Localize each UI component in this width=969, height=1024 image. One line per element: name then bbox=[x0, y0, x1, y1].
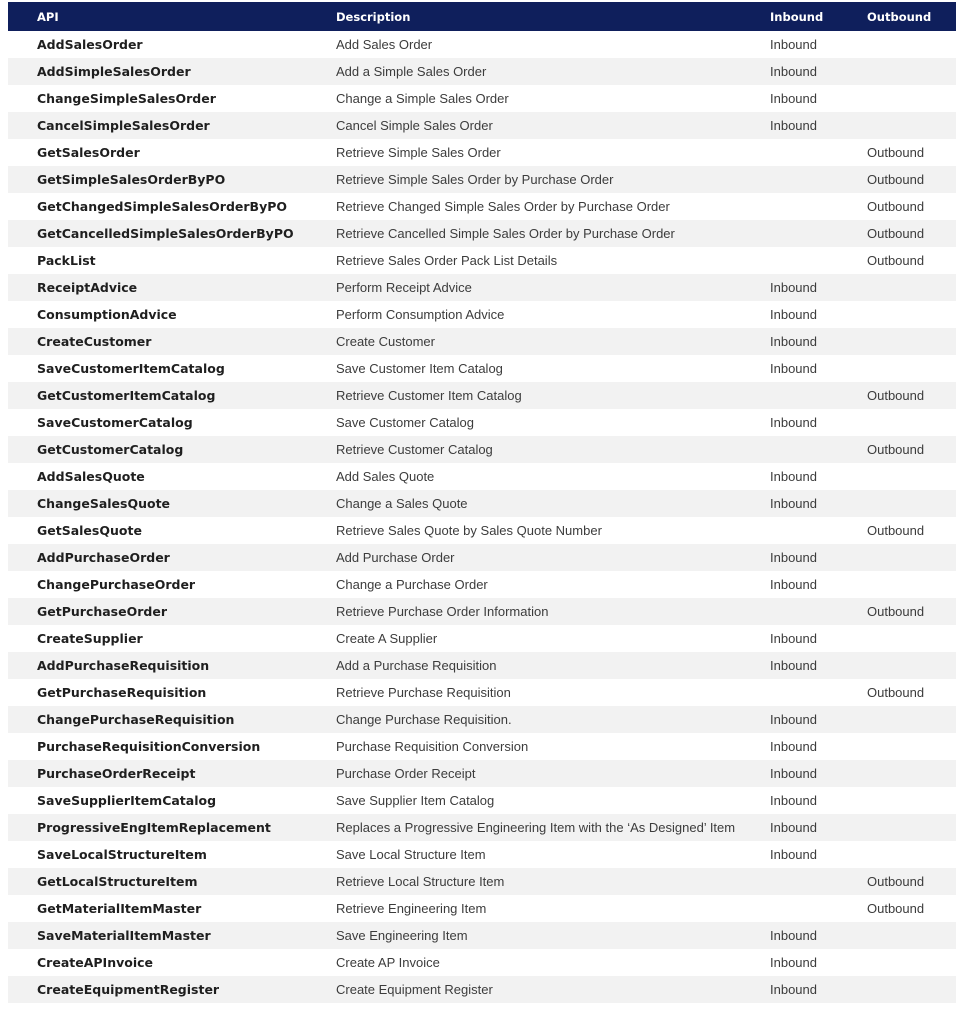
description-cell: Create Customer bbox=[336, 334, 435, 349]
table-row bbox=[8, 652, 956, 679]
table-row bbox=[8, 58, 956, 85]
description-cell: Save Local Structure Item bbox=[336, 847, 486, 862]
table-row bbox=[8, 193, 956, 220]
description-cell: Retrieve Simple Sales Order bbox=[336, 145, 501, 160]
inbound-cell bbox=[740, 247, 837, 274]
inbound-cell bbox=[740, 382, 837, 409]
outbound-cell bbox=[837, 706, 956, 733]
inbound-cell: Inbound bbox=[770, 847, 817, 862]
api-name-cell: SaveCustomerCatalog bbox=[37, 415, 193, 430]
table-row bbox=[8, 220, 956, 247]
inbound-cell: Inbound bbox=[770, 307, 817, 322]
api-name-cell: GetCancelledSimpleSalesOrderByPO bbox=[37, 226, 294, 241]
description-cell: Retrieve Sales Quote by Sales Quote Number bbox=[336, 523, 602, 538]
column-header-api: API bbox=[37, 9, 59, 24]
description-cell: Retrieve Cancelled Simple Sales Order by Purchase Order bbox=[336, 226, 675, 241]
description-cell: Save Engineering Item bbox=[336, 928, 468, 943]
inbound-cell: Inbound bbox=[770, 928, 817, 943]
outbound-cell bbox=[837, 922, 956, 949]
outbound-cell: Outbound bbox=[867, 145, 925, 160]
outbound-cell: Outbound bbox=[867, 226, 925, 241]
description-cell: Retrieve Simple Sales Order by Purchase Order bbox=[336, 172, 614, 187]
column-header-outbound: Outbound bbox=[867, 9, 932, 24]
table-row bbox=[8, 31, 956, 58]
outbound-cell bbox=[837, 58, 956, 85]
table-row bbox=[8, 895, 956, 922]
table-row bbox=[8, 922, 956, 949]
description-cell: Add Sales Order bbox=[336, 37, 433, 52]
outbound-cell bbox=[837, 463, 956, 490]
api-name-cell: GetSalesOrder bbox=[37, 145, 140, 160]
inbound-cell: Inbound bbox=[770, 118, 817, 133]
api-table bbox=[8, 2, 956, 1003]
description-cell: Create Equipment Register bbox=[336, 982, 493, 997]
api-name-cell: ChangePurchaseRequisition bbox=[37, 712, 235, 727]
outbound-cell: Outbound bbox=[867, 874, 925, 889]
api-name-cell: GetPurchaseRequisition bbox=[37, 685, 207, 700]
api-name-cell: GetPurchaseOrder bbox=[37, 604, 167, 619]
description-cell: Retrieve Changed Simple Sales Order by Purchase Order bbox=[336, 199, 670, 214]
inbound-cell: Inbound bbox=[770, 820, 817, 835]
inbound-cell bbox=[740, 139, 837, 166]
outbound-cell: Outbound bbox=[867, 523, 925, 538]
table-row bbox=[8, 463, 956, 490]
api-name-cell: GetSimpleSalesOrderByPO bbox=[37, 172, 226, 187]
inbound-cell: Inbound bbox=[770, 496, 817, 511]
inbound-cell: Inbound bbox=[770, 37, 817, 52]
inbound-cell bbox=[740, 436, 837, 463]
table-body bbox=[8, 31, 956, 1003]
api-name-cell: PackList bbox=[37, 253, 96, 268]
description-cell: Retrieve Customer Item Catalog bbox=[336, 388, 522, 403]
outbound-cell: Outbound bbox=[867, 172, 925, 187]
api-name-cell: SaveSupplierItemCatalog bbox=[37, 793, 217, 808]
inbound-cell: Inbound bbox=[770, 280, 817, 295]
api-name-cell: ReceiptAdvice bbox=[37, 280, 138, 295]
table-row bbox=[8, 841, 956, 868]
outbound-cell bbox=[837, 760, 956, 787]
outbound-cell: Outbound bbox=[867, 388, 925, 403]
table-row bbox=[8, 166, 956, 193]
outbound-cell bbox=[837, 571, 956, 598]
description-cell: Retrieve Purchase Requisition bbox=[336, 685, 511, 700]
description-cell: Retrieve Local Structure Item bbox=[336, 874, 505, 889]
table-row bbox=[8, 679, 956, 706]
table-row bbox=[8, 517, 956, 544]
inbound-cell: Inbound bbox=[770, 766, 817, 781]
api-name-cell: PurchaseOrderReceipt bbox=[37, 766, 196, 781]
outbound-cell: Outbound bbox=[867, 442, 925, 457]
inbound-cell bbox=[740, 895, 837, 922]
description-cell: Change a Sales Quote bbox=[336, 496, 468, 511]
api-name-cell: CreateAPInvoice bbox=[37, 955, 153, 970]
table-row bbox=[8, 112, 956, 139]
outbound-cell bbox=[837, 652, 956, 679]
api-name-cell: SaveCustomerItemCatalog bbox=[37, 361, 225, 376]
inbound-cell bbox=[740, 220, 837, 247]
description-cell: Change Purchase Requisition. bbox=[336, 712, 512, 727]
table-row bbox=[8, 976, 956, 1003]
description-cell: Change a Simple Sales Order bbox=[336, 91, 509, 106]
table-row bbox=[8, 139, 956, 166]
outbound-cell bbox=[837, 814, 956, 841]
outbound-cell bbox=[837, 625, 956, 652]
description-cell: Create AP Invoice bbox=[336, 955, 440, 970]
inbound-cell: Inbound bbox=[770, 550, 817, 565]
api-name-cell: GetMaterialItemMaster bbox=[37, 901, 202, 916]
outbound-cell bbox=[837, 976, 956, 1003]
table-row bbox=[8, 544, 956, 571]
table-row bbox=[8, 868, 956, 895]
table-row bbox=[8, 949, 956, 976]
table-row bbox=[8, 760, 956, 787]
api-name-cell: CreateSupplier bbox=[37, 631, 143, 646]
outbound-cell bbox=[837, 355, 956, 382]
api-name-cell: CreateCustomer bbox=[37, 334, 152, 349]
table-row bbox=[8, 85, 956, 112]
api-name-cell: ConsumptionAdvice bbox=[37, 307, 177, 322]
table-row bbox=[8, 571, 956, 598]
outbound-cell bbox=[837, 31, 956, 58]
api-name-cell: AddPurchaseRequisition bbox=[37, 658, 210, 673]
inbound-cell bbox=[740, 679, 837, 706]
inbound-cell: Inbound bbox=[770, 64, 817, 79]
inbound-cell bbox=[740, 193, 837, 220]
inbound-cell: Inbound bbox=[770, 415, 817, 430]
table-row bbox=[8, 490, 956, 517]
inbound-cell: Inbound bbox=[770, 793, 817, 808]
api-name-cell: PurchaseRequisitionConversion bbox=[37, 739, 261, 754]
description-cell: Add a Purchase Requisition bbox=[336, 658, 497, 673]
api-name-cell: AddSalesOrder bbox=[37, 37, 143, 52]
table-row bbox=[8, 355, 956, 382]
table-row bbox=[8, 787, 956, 814]
column-header-inbound: Inbound bbox=[770, 9, 824, 24]
description-cell: Retrieve Sales Order Pack List Details bbox=[336, 253, 558, 268]
description-cell: Replaces a Progressive Engineering Item with the ‘As Designed’ Item bbox=[336, 820, 736, 835]
inbound-cell: Inbound bbox=[770, 739, 817, 754]
description-cell: Add a Simple Sales Order bbox=[336, 64, 487, 79]
outbound-cell: Outbound bbox=[867, 253, 925, 268]
inbound-cell: Inbound bbox=[770, 334, 817, 349]
description-cell: Save Customer Catalog bbox=[336, 415, 475, 430]
description-cell: Retrieve Purchase Order Information bbox=[336, 604, 549, 619]
outbound-cell bbox=[837, 409, 956, 436]
outbound-cell bbox=[837, 85, 956, 112]
api-name-cell: SaveLocalStructureItem bbox=[37, 847, 207, 862]
description-cell: Change a Purchase Order bbox=[336, 577, 488, 592]
table-row bbox=[8, 733, 956, 760]
outbound-cell bbox=[837, 274, 956, 301]
inbound-cell: Inbound bbox=[770, 469, 817, 484]
api-name-cell: AddSalesQuote bbox=[37, 469, 145, 484]
table-row bbox=[8, 382, 956, 409]
table-header bbox=[8, 2, 956, 31]
api-name-cell: ProgressiveEngItemReplacement bbox=[37, 820, 271, 835]
outbound-cell bbox=[837, 949, 956, 976]
outbound-cell: Outbound bbox=[867, 901, 925, 916]
outbound-cell bbox=[837, 490, 956, 517]
api-name-cell: AddSimpleSalesOrder bbox=[37, 64, 191, 79]
description-cell: Create A Supplier bbox=[336, 631, 438, 646]
column-header-description: Description bbox=[336, 9, 411, 24]
outbound-cell bbox=[837, 733, 956, 760]
description-cell: Save Supplier Item Catalog bbox=[336, 793, 495, 808]
inbound-cell: Inbound bbox=[770, 982, 817, 997]
outbound-cell bbox=[837, 544, 956, 571]
table-row bbox=[8, 598, 956, 625]
description-cell: Retrieve Customer Catalog bbox=[336, 442, 493, 457]
inbound-cell: Inbound bbox=[770, 631, 817, 646]
table-row bbox=[8, 247, 956, 274]
inbound-cell: Inbound bbox=[770, 712, 817, 727]
outbound-cell: Outbound bbox=[867, 685, 925, 700]
api-name-cell: GetSalesQuote bbox=[37, 523, 142, 538]
inbound-cell: Inbound bbox=[770, 658, 817, 673]
description-cell: Add Purchase Order bbox=[336, 550, 455, 565]
inbound-cell bbox=[740, 517, 837, 544]
table-row bbox=[8, 436, 956, 463]
header-row bbox=[8, 2, 956, 31]
inbound-cell: Inbound bbox=[770, 91, 817, 106]
api-name-cell: AddPurchaseOrder bbox=[37, 550, 170, 565]
table-row bbox=[8, 301, 956, 328]
description-cell: Cancel Simple Sales Order bbox=[336, 118, 493, 133]
description-cell: Perform Consumption Advice bbox=[336, 307, 505, 322]
description-cell: Retrieve Engineering Item bbox=[336, 901, 487, 916]
description-cell: Purchase Order Receipt bbox=[336, 766, 476, 781]
outbound-cell: Outbound bbox=[867, 199, 925, 214]
description-cell: Add Sales Quote bbox=[336, 469, 435, 484]
api-name-cell: GetChangedSimpleSalesOrderByPO bbox=[37, 199, 287, 214]
inbound-cell: Inbound bbox=[770, 577, 817, 592]
outbound-cell bbox=[837, 112, 956, 139]
api-name-cell: ChangeSalesQuote bbox=[37, 496, 171, 511]
table-row bbox=[8, 274, 956, 301]
table-row bbox=[8, 625, 956, 652]
api-name-cell: CancelSimpleSalesOrder bbox=[37, 118, 210, 133]
outbound-cell bbox=[837, 841, 956, 868]
inbound-cell bbox=[740, 868, 837, 895]
description-cell: Perform Receipt Advice bbox=[336, 280, 472, 295]
outbound-cell: Outbound bbox=[867, 604, 925, 619]
api-name-cell: GetCustomerItemCatalog bbox=[37, 388, 216, 403]
description-cell: Purchase Requisition Conversion bbox=[336, 739, 529, 754]
outbound-cell bbox=[837, 328, 956, 355]
description-cell: Save Customer Item Catalog bbox=[336, 361, 503, 376]
table-row bbox=[8, 328, 956, 355]
table-row bbox=[8, 409, 956, 436]
table-row bbox=[8, 814, 956, 841]
inbound-cell: Inbound bbox=[770, 955, 817, 970]
api-name-cell: ChangeSimpleSalesOrder bbox=[37, 91, 216, 106]
api-name-cell: GetLocalStructureItem bbox=[37, 874, 198, 889]
inbound-cell bbox=[740, 598, 837, 625]
outbound-cell bbox=[837, 787, 956, 814]
outbound-cell bbox=[837, 301, 956, 328]
inbound-cell: Inbound bbox=[770, 361, 817, 376]
table-row bbox=[8, 706, 956, 733]
api-name-cell: ChangePurchaseOrder bbox=[37, 577, 196, 592]
inbound-cell bbox=[740, 166, 837, 193]
api-name-cell: SaveMaterialItemMaster bbox=[37, 928, 211, 943]
api-name-cell: GetCustomerCatalog bbox=[37, 442, 184, 457]
api-name-cell: CreateEquipmentRegister bbox=[37, 982, 220, 997]
